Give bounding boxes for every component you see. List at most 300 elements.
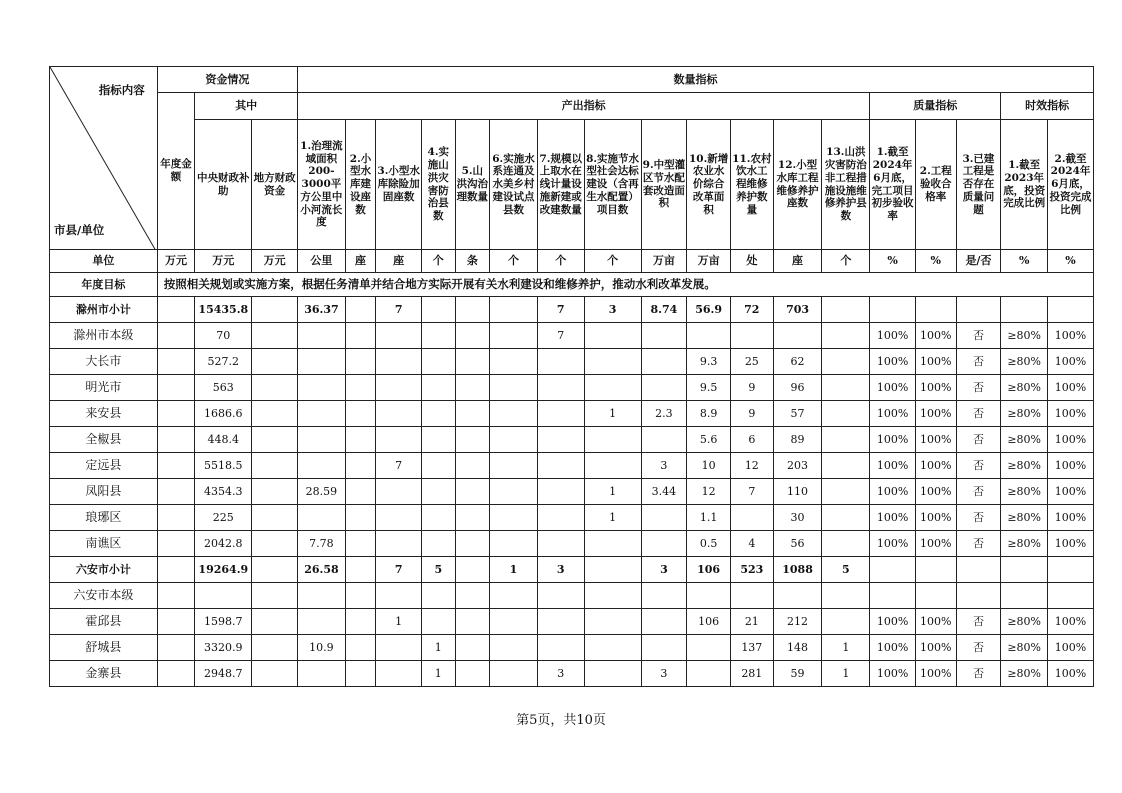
timeliness-header: 时效指标 bbox=[1001, 93, 1094, 120]
table-cell bbox=[345, 661, 375, 687]
table-cell bbox=[422, 375, 456, 401]
region-name: 滁州市小计 bbox=[50, 297, 158, 323]
table-cell: 56.9 bbox=[687, 297, 731, 323]
table-cell: 448.4 bbox=[195, 427, 252, 453]
output-header: 产出指标 bbox=[298, 93, 870, 120]
table-cell bbox=[252, 375, 298, 401]
q1-header: 1.治理流域面积200-3000平方公里中小河流长度 bbox=[298, 120, 346, 250]
table-cell: 100% bbox=[870, 427, 916, 453]
table-cell: 12 bbox=[730, 453, 773, 479]
table-cell bbox=[822, 479, 870, 505]
table-cell bbox=[252, 609, 298, 635]
table-cell bbox=[157, 323, 195, 349]
table-cell: 100% bbox=[915, 531, 956, 557]
table-cell: 否 bbox=[956, 323, 1001, 349]
table-cell bbox=[345, 375, 375, 401]
q4-header: 4.实施山洪灾害防治县数 bbox=[422, 120, 456, 250]
table-cell bbox=[455, 505, 490, 531]
q11-header: 11.农村饮水工程维修养护数量 bbox=[730, 120, 773, 250]
table-cell bbox=[584, 557, 641, 583]
q8-header: 8.实施节水型社会达标建设（含再生水配置）项目数 bbox=[584, 120, 641, 250]
table-cell: 5.6 bbox=[687, 427, 731, 453]
table-cell: 100% bbox=[870, 635, 916, 661]
table-cell: 100% bbox=[870, 453, 916, 479]
table-cell: 100% bbox=[915, 635, 956, 661]
table-cell bbox=[252, 453, 298, 479]
table-cell bbox=[490, 609, 538, 635]
table-cell bbox=[490, 661, 538, 687]
table-cell bbox=[537, 583, 584, 609]
table-cell: ≥80% bbox=[1001, 635, 1048, 661]
unit-cell: 座 bbox=[376, 250, 422, 273]
table-cell: 3 bbox=[584, 297, 641, 323]
table-cell bbox=[1048, 557, 1094, 583]
unit-cell: 个 bbox=[584, 250, 641, 273]
table-cell bbox=[956, 557, 1001, 583]
table-cell: 100% bbox=[915, 453, 956, 479]
table-cell bbox=[455, 297, 490, 323]
ql3-header: 3.已建工程是否存在质量问题 bbox=[956, 120, 1001, 250]
table-row bbox=[50, 401, 1094, 427]
table-row bbox=[50, 531, 1094, 557]
table-cell bbox=[870, 557, 916, 583]
table-cell bbox=[455, 557, 490, 583]
table-cell bbox=[376, 661, 422, 687]
table-cell bbox=[915, 583, 956, 609]
q5-header: 5.山洪沟治理数量 bbox=[455, 120, 490, 250]
annual-amount-header: 年度金额 bbox=[157, 93, 195, 250]
table-cell: 否 bbox=[956, 479, 1001, 505]
table-cell bbox=[490, 297, 538, 323]
of-which-header: 其中 bbox=[195, 93, 298, 120]
table-cell bbox=[252, 401, 298, 427]
unit-cell: % bbox=[915, 250, 956, 273]
table-cell: 225 bbox=[195, 505, 252, 531]
table-cell: 137 bbox=[730, 635, 773, 661]
table-cell: ≥80% bbox=[1001, 375, 1048, 401]
table-cell: 100% bbox=[870, 349, 916, 375]
table-cell bbox=[584, 427, 641, 453]
table-cell bbox=[490, 531, 538, 557]
table-cell bbox=[376, 401, 422, 427]
ql2-header: 2.工程验收合格率 bbox=[915, 120, 956, 250]
local-header: 地方财政资金 bbox=[252, 120, 298, 250]
table-cell: 3.44 bbox=[641, 479, 687, 505]
table-cell: 1 bbox=[422, 661, 456, 687]
page-footer: 第5页，共10页 bbox=[516, 713, 606, 728]
table-cell: 563 bbox=[195, 375, 252, 401]
q7-header: 7.规模以上取水在线计量设施新建或改建数量 bbox=[537, 120, 584, 250]
table-cell: 100% bbox=[1048, 635, 1094, 661]
table-cell: 12 bbox=[687, 479, 731, 505]
table-cell bbox=[490, 505, 538, 531]
table-cell bbox=[298, 505, 346, 531]
table-cell: 96 bbox=[773, 375, 822, 401]
table-cell: 100% bbox=[915, 505, 956, 531]
table-cell bbox=[252, 323, 298, 349]
table-cell: 1 bbox=[584, 479, 641, 505]
table-cell bbox=[822, 505, 870, 531]
table-cell: 100% bbox=[1048, 479, 1094, 505]
table-cell bbox=[641, 635, 687, 661]
table-cell bbox=[584, 531, 641, 557]
table-cell: 7 bbox=[376, 557, 422, 583]
table-cell bbox=[252, 297, 298, 323]
table-cell: ≥80% bbox=[1001, 323, 1048, 349]
table-cell bbox=[157, 531, 195, 557]
table-cell bbox=[641, 349, 687, 375]
table-cell bbox=[252, 505, 298, 531]
unit-cell: 个 bbox=[822, 250, 870, 273]
table-cell: 否 bbox=[956, 453, 1001, 479]
table-cell bbox=[298, 583, 346, 609]
table-cell: 1 bbox=[376, 609, 422, 635]
table-cell bbox=[298, 427, 346, 453]
table-cell: 148 bbox=[773, 635, 822, 661]
table-cell: 100% bbox=[1048, 531, 1094, 557]
table-cell: 1 bbox=[422, 635, 456, 661]
table-cell: 4 bbox=[730, 531, 773, 557]
table-cell: 否 bbox=[956, 401, 1001, 427]
table-cell bbox=[422, 531, 456, 557]
unit-cell: 个 bbox=[490, 250, 538, 273]
table-cell bbox=[870, 297, 916, 323]
region-name: 全椒县 bbox=[50, 427, 158, 453]
quantity-header: 数量指标 bbox=[298, 67, 1094, 93]
unit-cell: 万亩 bbox=[687, 250, 731, 273]
table-cell bbox=[641, 323, 687, 349]
q9-header: 9.中型灌区节水配套改造面积 bbox=[641, 120, 687, 250]
table-cell bbox=[252, 479, 298, 505]
table-cell: 1 bbox=[822, 635, 870, 661]
table-cell: 1686.6 bbox=[195, 401, 252, 427]
table-cell bbox=[455, 349, 490, 375]
table-cell bbox=[422, 609, 456, 635]
q10-header: 10.新增农业水价综合改革面积 bbox=[687, 120, 731, 250]
region-name: 来安县 bbox=[50, 401, 158, 427]
unit-cell: 万元 bbox=[252, 250, 298, 273]
table-cell: 1 bbox=[584, 505, 641, 531]
region-name: 金寨县 bbox=[50, 661, 158, 687]
table-cell: 100% bbox=[915, 349, 956, 375]
table-cell: 100% bbox=[915, 401, 956, 427]
unit-cell: 座 bbox=[345, 250, 375, 273]
table-cell: 21 bbox=[730, 609, 773, 635]
table-cell: 3 bbox=[641, 557, 687, 583]
table-cell: 100% bbox=[915, 661, 956, 687]
table-cell bbox=[455, 375, 490, 401]
table-cell: 212 bbox=[773, 609, 822, 635]
table-cell: 1.1 bbox=[687, 505, 731, 531]
table-cell bbox=[157, 557, 195, 583]
unit-cell: 万元 bbox=[157, 250, 195, 273]
q13-header: 13.山洪灾害防治非工程措施设施维修养护县数 bbox=[822, 120, 870, 250]
table-cell: 100% bbox=[870, 375, 916, 401]
table-cell bbox=[537, 635, 584, 661]
table-cell bbox=[455, 531, 490, 557]
table-cell bbox=[730, 583, 773, 609]
table-row bbox=[50, 635, 1094, 661]
table-cell bbox=[345, 479, 375, 505]
table-row bbox=[50, 609, 1094, 635]
unit-cell: % bbox=[1001, 250, 1048, 273]
table-cell: 100% bbox=[1048, 427, 1094, 453]
table-cell: 3 bbox=[537, 661, 584, 687]
table-row bbox=[50, 427, 1094, 453]
table-cell: 100% bbox=[915, 323, 956, 349]
table-cell: 70 bbox=[195, 323, 252, 349]
ql1-header: 1.截至2024年6月底，完工项目初步验收率 bbox=[870, 120, 916, 250]
table-cell: 30 bbox=[773, 505, 822, 531]
table-cell bbox=[455, 453, 490, 479]
table-cell bbox=[490, 401, 538, 427]
table-cell bbox=[455, 323, 490, 349]
funds-header: 资金情况 bbox=[157, 67, 297, 93]
table-cell bbox=[1048, 297, 1094, 323]
table-cell: 89 bbox=[773, 427, 822, 453]
goal-row-label: 年度目标 bbox=[50, 273, 158, 297]
table-cell: 否 bbox=[956, 375, 1001, 401]
quality-header: 质量指标 bbox=[870, 93, 1001, 120]
table-cell: ≥80% bbox=[1001, 453, 1048, 479]
table-cell: 10 bbox=[687, 453, 731, 479]
table-cell bbox=[1001, 557, 1048, 583]
table-cell bbox=[157, 609, 195, 635]
table-cell: 9.5 bbox=[687, 375, 731, 401]
table-cell bbox=[345, 583, 375, 609]
table-cell bbox=[298, 661, 346, 687]
table-cell bbox=[157, 297, 195, 323]
table-cell: 100% bbox=[1048, 401, 1094, 427]
region-name: 六安市本级 bbox=[50, 583, 158, 609]
table-cell bbox=[687, 583, 731, 609]
table-cell: 106 bbox=[687, 557, 731, 583]
table-cell bbox=[822, 297, 870, 323]
table-cell bbox=[537, 349, 584, 375]
table-cell bbox=[641, 583, 687, 609]
table-cell bbox=[537, 375, 584, 401]
table-cell bbox=[252, 661, 298, 687]
table-cell bbox=[345, 531, 375, 557]
table-cell bbox=[157, 375, 195, 401]
region-name: 六安市小计 bbox=[50, 557, 158, 583]
table-cell: 1 bbox=[822, 661, 870, 687]
table-cell bbox=[584, 375, 641, 401]
table-cell: 25 bbox=[730, 349, 773, 375]
table-cell: 3 bbox=[641, 453, 687, 479]
table-cell: 100% bbox=[915, 375, 956, 401]
region-name: 琅琊区 bbox=[50, 505, 158, 531]
table-cell: 57 bbox=[773, 401, 822, 427]
corner-bottom-label: 市县/单位 bbox=[54, 222, 105, 237]
table-cell bbox=[490, 479, 538, 505]
table-cell: 106 bbox=[687, 609, 731, 635]
table-cell: 8.9 bbox=[687, 401, 731, 427]
table-cell bbox=[455, 479, 490, 505]
q12-header: 12.小型水库工程维修养护座数 bbox=[773, 120, 822, 250]
table-cell bbox=[730, 323, 773, 349]
table-cell: 1088 bbox=[773, 557, 822, 583]
table-cell bbox=[641, 531, 687, 557]
table-cell bbox=[252, 349, 298, 375]
corner-top-label: 指标内容 bbox=[98, 83, 145, 97]
table-cell bbox=[822, 531, 870, 557]
table-row bbox=[50, 453, 1094, 479]
table-cell bbox=[687, 635, 731, 661]
table-cell bbox=[298, 349, 346, 375]
table-cell: 28.59 bbox=[298, 479, 346, 505]
table-cell: 否 bbox=[956, 531, 1001, 557]
table-cell bbox=[537, 401, 584, 427]
indicator-table bbox=[49, 66, 1094, 687]
table-cell: 100% bbox=[870, 609, 916, 635]
table-cell bbox=[298, 323, 346, 349]
table-cell bbox=[687, 661, 731, 687]
table-cell bbox=[298, 401, 346, 427]
table-cell: 1 bbox=[584, 401, 641, 427]
table-cell bbox=[1001, 583, 1048, 609]
table-cell bbox=[455, 427, 490, 453]
table-cell bbox=[157, 505, 195, 531]
table-cell: 15435.8 bbox=[195, 297, 252, 323]
table-cell bbox=[345, 557, 375, 583]
table-cell bbox=[490, 323, 538, 349]
unit-cell: 条 bbox=[455, 250, 490, 273]
table-cell: 100% bbox=[870, 531, 916, 557]
table-cell bbox=[422, 583, 456, 609]
table-cell bbox=[822, 401, 870, 427]
table-cell: 0.5 bbox=[687, 531, 731, 557]
table-cell bbox=[422, 297, 456, 323]
table-cell bbox=[157, 349, 195, 375]
table-cell: ≥80% bbox=[1001, 479, 1048, 505]
unit-cell: 个 bbox=[422, 250, 456, 273]
table-cell bbox=[822, 427, 870, 453]
table-cell bbox=[345, 453, 375, 479]
table-cell bbox=[298, 453, 346, 479]
table-row bbox=[50, 557, 1094, 583]
region-name: 滁州市本级 bbox=[50, 323, 158, 349]
table-cell bbox=[956, 297, 1001, 323]
table-row bbox=[50, 505, 1094, 531]
q2-header: 2.小型水库建设座数 bbox=[345, 120, 375, 250]
table-cell bbox=[455, 661, 490, 687]
table-cell: 否 bbox=[956, 661, 1001, 687]
table-cell bbox=[584, 609, 641, 635]
table-cell bbox=[195, 583, 252, 609]
table-cell bbox=[298, 609, 346, 635]
region-name: 定远县 bbox=[50, 453, 158, 479]
region-name: 南谯区 bbox=[50, 531, 158, 557]
unit-cell: % bbox=[870, 250, 916, 273]
region-name: 凤阳县 bbox=[50, 479, 158, 505]
table-row bbox=[50, 583, 1094, 609]
table-cell bbox=[537, 453, 584, 479]
table-cell: 7 bbox=[730, 479, 773, 505]
table-cell bbox=[641, 609, 687, 635]
table-cell bbox=[773, 583, 822, 609]
table-cell: 8.74 bbox=[641, 297, 687, 323]
table-cell: 7 bbox=[376, 453, 422, 479]
table-cell bbox=[252, 427, 298, 453]
table-cell: 3 bbox=[537, 557, 584, 583]
table-cell: 100% bbox=[915, 479, 956, 505]
table-cell: 100% bbox=[1048, 375, 1094, 401]
table-cell: 100% bbox=[870, 401, 916, 427]
table-cell bbox=[822, 349, 870, 375]
table-cell: 100% bbox=[1048, 609, 1094, 635]
table-cell bbox=[455, 635, 490, 661]
table-cell bbox=[490, 375, 538, 401]
table-cell bbox=[376, 505, 422, 531]
table-cell bbox=[345, 401, 375, 427]
table-cell: 523 bbox=[730, 557, 773, 583]
table-cell bbox=[376, 635, 422, 661]
table-cell bbox=[298, 375, 346, 401]
table-cell: 5 bbox=[422, 557, 456, 583]
table-cell bbox=[584, 583, 641, 609]
table-cell: 703 bbox=[773, 297, 822, 323]
table-cell bbox=[822, 609, 870, 635]
table-cell bbox=[584, 453, 641, 479]
table-cell bbox=[915, 557, 956, 583]
table-cell bbox=[537, 505, 584, 531]
table-cell bbox=[345, 427, 375, 453]
unit-row-label: 单位 bbox=[50, 250, 158, 273]
table-cell: 100% bbox=[870, 323, 916, 349]
table-cell bbox=[584, 635, 641, 661]
table-cell bbox=[252, 635, 298, 661]
table-cell: 72 bbox=[730, 297, 773, 323]
unit-cell: 座 bbox=[773, 250, 822, 273]
table-cell: 36.37 bbox=[298, 297, 346, 323]
table-cell bbox=[252, 557, 298, 583]
table-cell bbox=[537, 427, 584, 453]
table-cell: 59 bbox=[773, 661, 822, 687]
table-cell bbox=[376, 479, 422, 505]
table-cell bbox=[455, 609, 490, 635]
table-cell bbox=[345, 349, 375, 375]
table-cell: 100% bbox=[870, 505, 916, 531]
table-cell: 100% bbox=[870, 661, 916, 687]
table-cell bbox=[490, 349, 538, 375]
table-cell: 56 bbox=[773, 531, 822, 557]
unit-cell: % bbox=[1048, 250, 1094, 273]
table-cell: 203 bbox=[773, 453, 822, 479]
table-cell bbox=[252, 531, 298, 557]
q3-header: 3.小型水库除险加固座数 bbox=[376, 120, 422, 250]
table-cell bbox=[157, 401, 195, 427]
table-row bbox=[50, 297, 1094, 323]
table-cell bbox=[730, 505, 773, 531]
table-cell bbox=[687, 323, 731, 349]
table-cell bbox=[584, 349, 641, 375]
goal-row bbox=[50, 273, 1094, 297]
unit-cell: 公里 bbox=[298, 250, 346, 273]
table-cell: 否 bbox=[956, 349, 1001, 375]
table-cell bbox=[956, 583, 1001, 609]
unit-row bbox=[50, 250, 1094, 273]
table-cell bbox=[422, 453, 456, 479]
table-cell: ≥80% bbox=[1001, 531, 1048, 557]
table-cell: 否 bbox=[956, 609, 1001, 635]
table-cell bbox=[641, 505, 687, 531]
table-cell bbox=[345, 505, 375, 531]
table-cell: 2042.8 bbox=[195, 531, 252, 557]
table-cell: 19264.9 bbox=[195, 557, 252, 583]
table-cell bbox=[1048, 583, 1094, 609]
table-cell bbox=[641, 375, 687, 401]
